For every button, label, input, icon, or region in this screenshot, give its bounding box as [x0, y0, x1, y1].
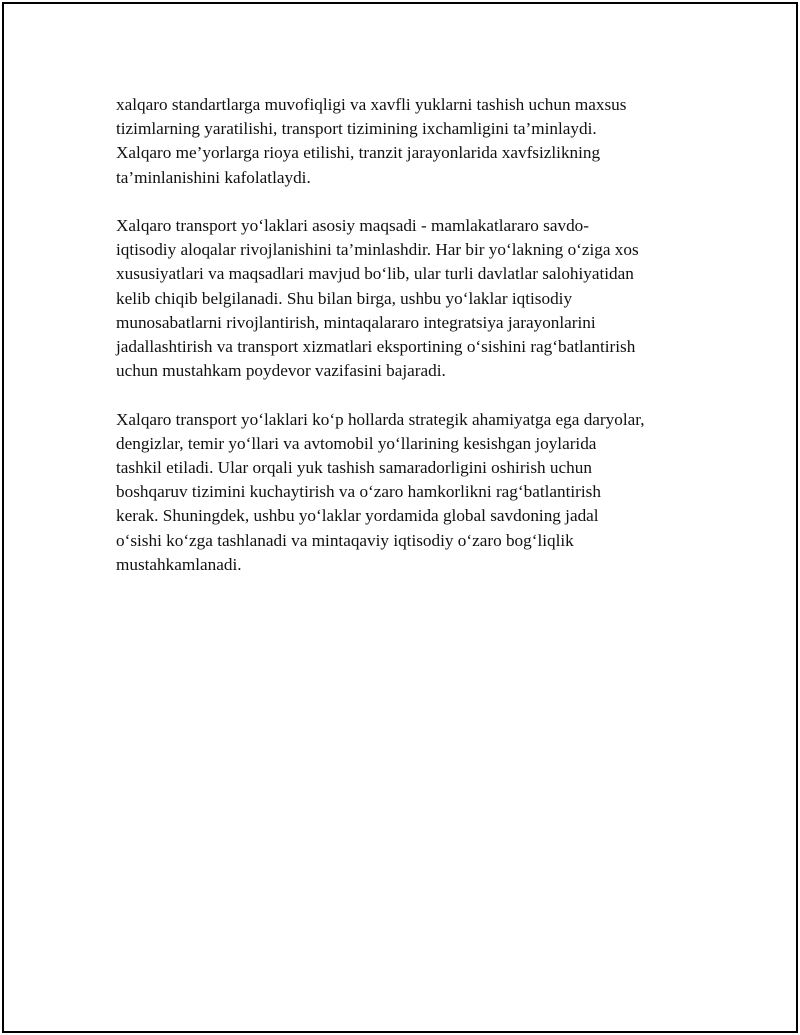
paragraph-line: uchun mustahkam poydevor vazifasini bajaradi.: [116, 361, 446, 381]
paragraph-line: xususiyatlari va maqsadlari mavjud bo‘lib, ular turli davlatlar salohiyatidan: [116, 264, 634, 284]
paragraph-line: xalqaro standartlarga muvofiqligi va xavfli yuklarni tashish uchun maxsus: [116, 95, 627, 114]
paragraph-line: mustahkamlanadi.: [116, 554, 242, 574]
paragraph-line: ta’minlanishini kafolatlaydi.: [116, 167, 311, 187]
paragraph-line: o‘sishi ko‘zga tashlanadi va mintaqaviy iqtisodiy o‘zaro bog‘liqlik: [116, 530, 574, 550]
paragraph-line: Xalqaro transport yo‘laklari asosiy maqsadi - mamlakatlararo savdo-: [116, 216, 589, 235]
paragraph-line: boshqaruv tizimini kuchaytirish va o‘zaro hamkorlikni rag‘batlantirish: [116, 482, 601, 502]
paragraph-2: [116, 214, 701, 383]
paragraph-line: iqtisodiy aloqalar rivojlanishini ta’minlashdir. Har bir yo‘lakning o‘ziga xos: [116, 240, 639, 260]
paragraph-line: jadallashtirish va transport xizmatlari eksportining o‘sishini rag‘batlantirish: [116, 337, 636, 357]
paragraph-1: [116, 93, 701, 190]
paragraph-line: kelib chiqib belgilanadi. Shu bilan birga, ushbu yo‘laklar iqtisodiy: [116, 288, 573, 308]
document-body: [116, 93, 701, 601]
paragraph-line: munosabatlarni rivojlantirish, mintaqalararo integratsiya jarayonlarini: [116, 312, 596, 332]
paragraph-3: [116, 408, 701, 577]
paragraph-line: kerak. Shuningdek, ushbu yo‘laklar yordamida global savdoning jadal: [116, 506, 599, 526]
paragraph-line: tashkil etiladi. Ular orqali yuk tashish samaradorligini oshirish uchun: [116, 458, 592, 478]
paragraph-line: Xalqaro transport yo‘laklari ko‘p hollarda strategik ahamiyatga ega daryolar,: [116, 409, 645, 429]
paragraph-line: dengizlar, temir yo‘llari va avtomobil yo‘llarining kesishgan joylarida: [116, 433, 597, 453]
paragraph-line: Xalqaro me’yorlarga rioya etilishi, tranzit jarayonlarida xavfsizlikning: [116, 143, 601, 163]
paragraph-line: tizimlarning yaratilishi, transport tizimining ixchamligini ta’minlaydi.: [116, 119, 597, 139]
